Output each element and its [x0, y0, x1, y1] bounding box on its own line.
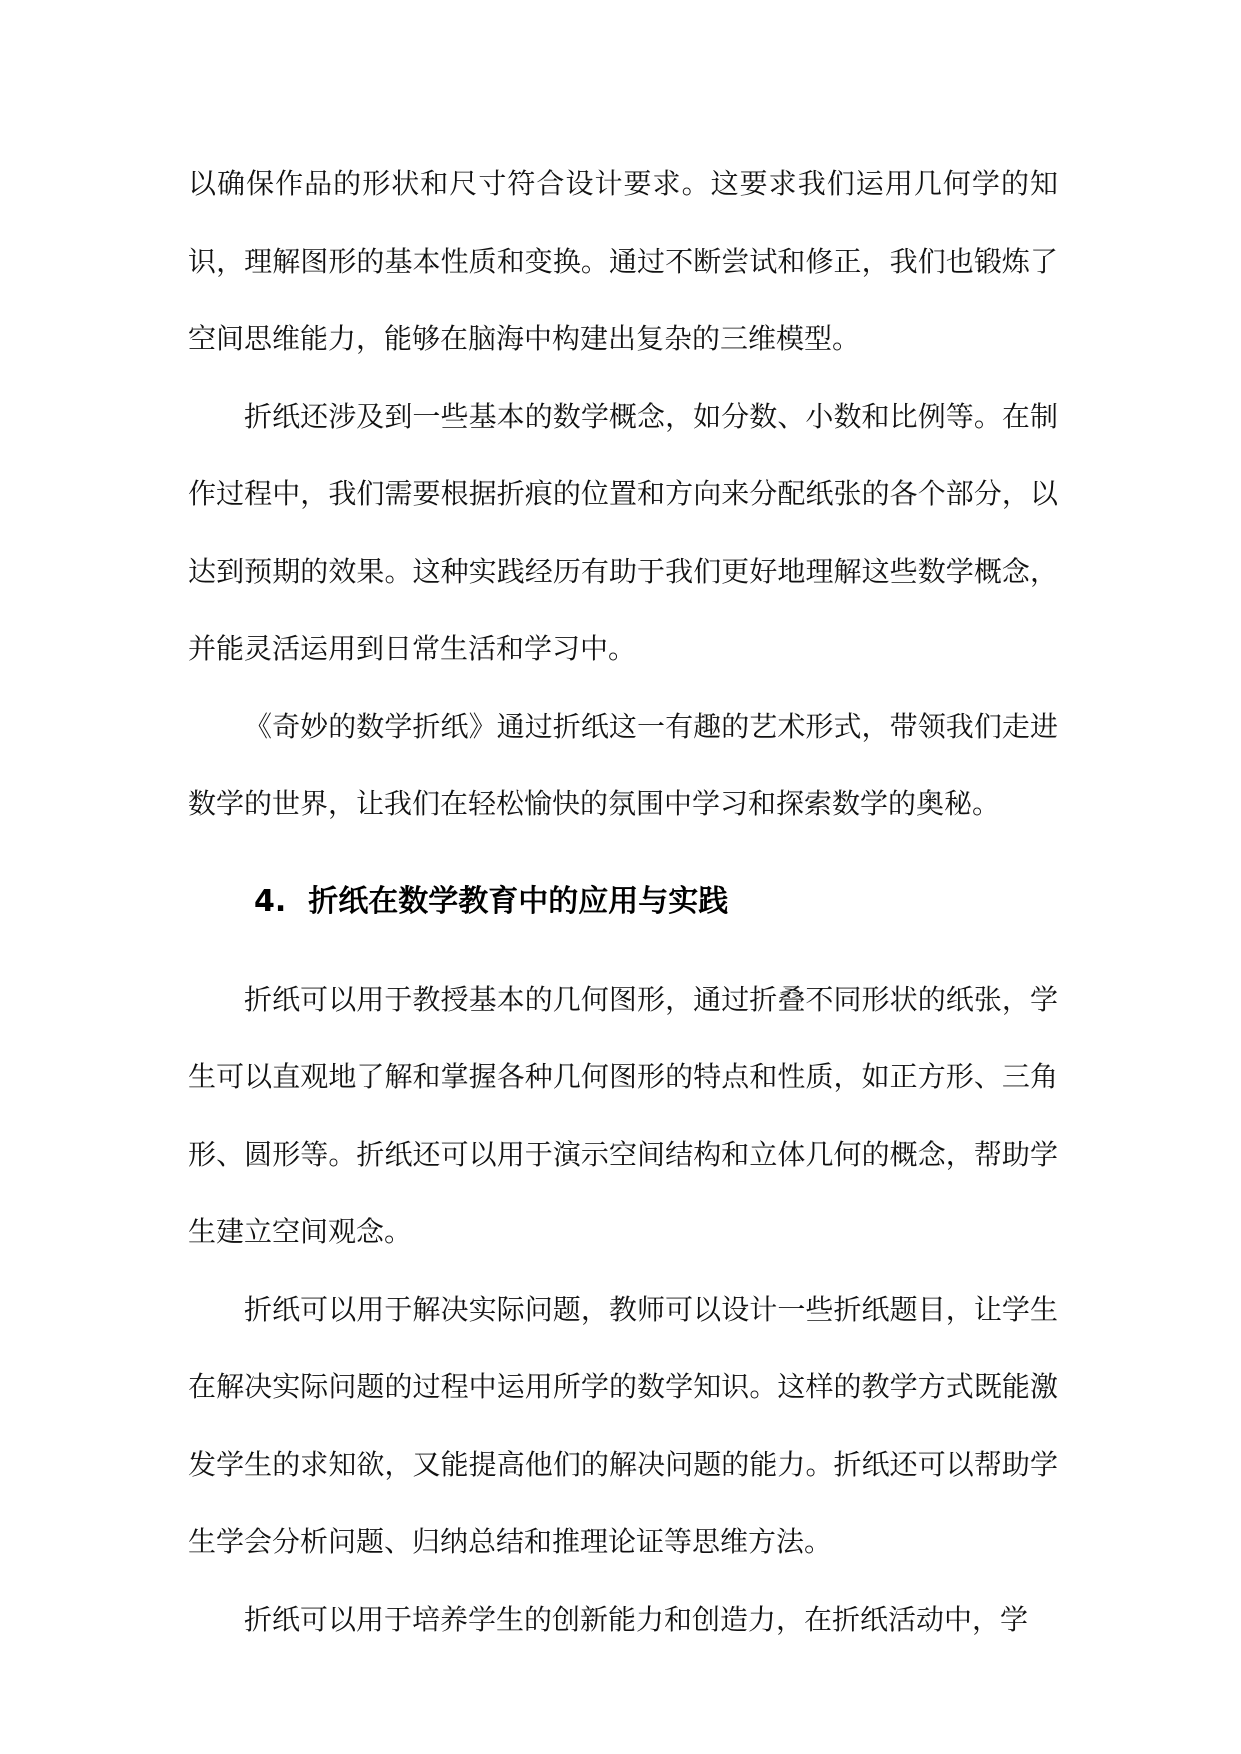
section-number: 4. — [254, 883, 287, 919]
document-body — [188, 145, 1058, 1658]
paragraph: 折纸还涉及到一些基本的数学概念，如分数、小数和比例等。在制作过程中，我们需要根据折痕的位置和方向来分配纸张的各个部分，以达到预期的效果。这种实践经历有助于我们更好地理解这些数学概念，并能灵活运用到日常生活和学习中。 — [188, 399, 1058, 665]
paragraph: 以确保作品的形状和尺寸符合设计要求。这要求我们运用几何学的知识，理解图形的基本性质和变换。通过不断尝试和修正，我们也锻炼了空间思维能力，能够在脑海中构建出复杂的三维模型。 — [188, 167, 1058, 355]
section-heading — [188, 843, 1058, 961]
paragraph: 《奇妙的数学折纸》通过折纸这一有趣的艺术形式，带领我们走进数学的世界，让我们在轻松愉快的氛围中学习和探索数学的奥秘。 — [188, 709, 1058, 820]
paragraph: 折纸可以用于培养学生的创新能力和创造力，在折纸活动中，学 — [244, 1602, 1029, 1636]
paragraph: 折纸可以用于解决实际问题，教师可以设计一些折纸题目，让学生在解决实际问题的过程中运用所学的数学知识。这样的教学方式既能激发学生的求知欲，又能提高他们的解决问题的能力。折纸还可以帮助学生学会分析问题、归纳总结和推理论证等思维方法。 — [188, 1292, 1058, 1558]
paragraph: 折纸可以用于教授基本的几何图形，通过折叠不同形状的纸张，学生可以直观地了解和掌握各种几何图形的特点和性质，如正方形、三角形、圆形等。折纸还可以用于演示空间结构和立体几何的概念，帮助学生建立空间观念。 — [188, 982, 1058, 1248]
section-title: 折纸在数学教育中的应用与实践 — [308, 883, 729, 919]
